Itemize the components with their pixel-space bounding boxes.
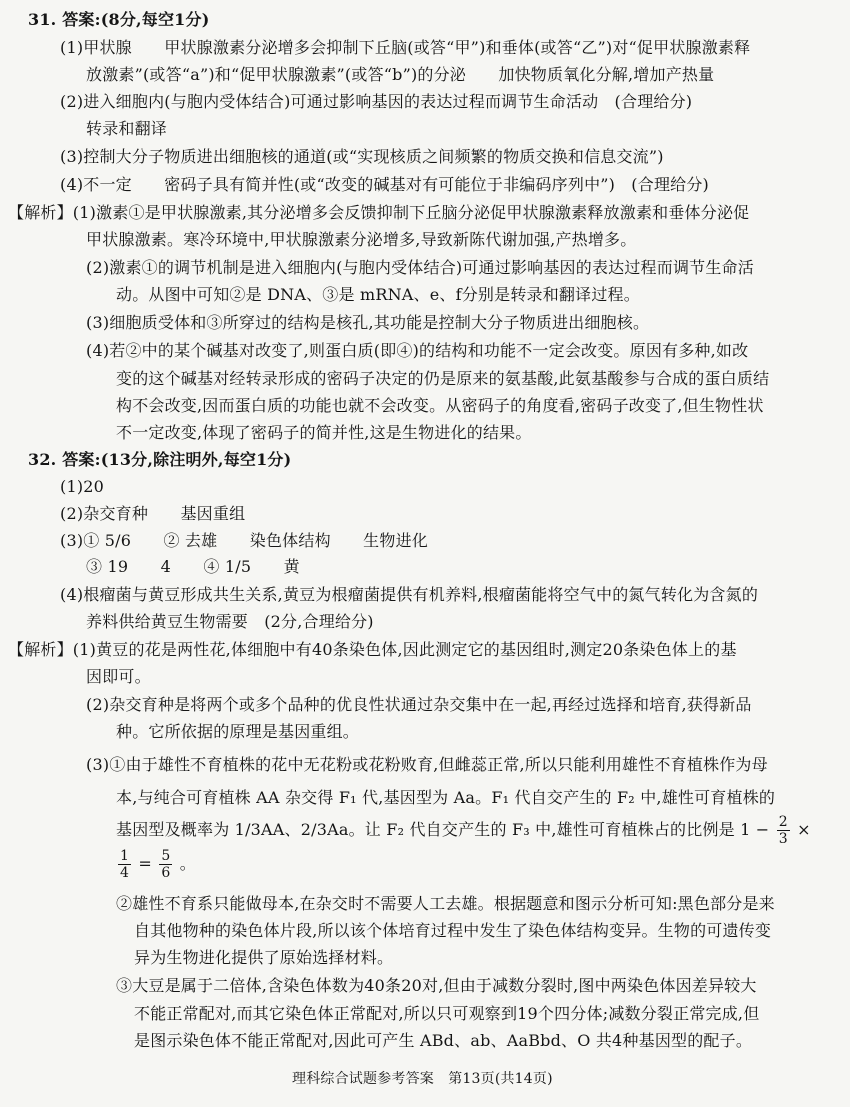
q32-analysis-3-2-line: 自其他物种的染色体片段,所以该个体培育过程中发生了染色体结构变异。生物的可遗传变 [134,921,772,940]
fraction-2-3 [777,814,790,847]
q32-analysis-3-line3 [116,814,811,847]
fraction-denominator: 3 [778,831,788,847]
q31-analysis-line: 变的这个碱基对经转录形成的密码子决定的仍是原来的氨基酸,此氨基酸参与合成的蛋白质结 [116,369,770,388]
fraction-numerator: 2 [778,814,788,830]
fraction-numerator: 1 [120,848,130,864]
q32-analysis-3-equation [116,848,196,881]
q31-answer-1-line2: 放激素”(或答“a”)和“促甲状腺激素”(或答“b”)的分泌 加快物质氧化分解,增加产热量 [86,65,715,84]
q31-analysis-line: (4)若②中的某个碱基对改变了,则蛋白质(即④)的结构和功能不一定会改变。原因有多种,如改 [86,341,749,360]
fraction-5-6 [159,848,172,881]
fraction-denominator: 4 [120,865,130,881]
q31-analysis-line: (2)激素①的调节机制是进入细胞内(与胞内受体结合)可通过影响基因的表达过程而调节生命活 [86,258,754,277]
q32-analysis-3-3-line: 是图示染色体不能正常配对,因此可产生 ABd、ab、AaBbd、O 共4种基因型的配子。 [134,1031,753,1050]
q32-answer-1: (1)20 [60,477,105,496]
q32-answer-4-line2: 养料供给黄豆生物需要 (2分,合理给分) [86,612,374,631]
q31-answer-3: (3)控制大分子物质进出细胞核的通道(或“实现核质之间频繁的物质交换和信息交流”) [60,147,664,166]
period-mark: 。 [179,854,196,873]
q32-analysis-2-line1: (2)杂交育种是将两个或多个品种的优良性状通过杂交集中在一起,再经过选择和培育,获得新品 [86,695,752,714]
q32-analysis-3-line2: 本,与纯合可育植株 AA 杂交得 F₁ 代,基因型为 Aa。F₁ 代自交产生的 F₂ 中,雄性可育植株的 [116,788,776,807]
q31-analysis-line: 构不会改变,因而蛋白质的功能也就不会改变。从密码子的角度看,密码子改变了,但生物性状 [116,396,764,415]
q32-analysis-3-3-line: ③大豆是属于二倍体,含染色体数为40条20对,但由于减数分裂时,图中两染色体因差异较大 [116,976,757,995]
q31-analysis-line: 不一定改变,体现了密码子的简并性,这是生物进化的结果。 [116,423,532,442]
q32-analysis-3-2-line: 异为生物进化提供了原始选择材料。 [134,948,394,967]
q32-analysis-3-line1: (3)①由于雄性不育植株的花中无花粉或花粉败育,但雌蕊正常,所以只能利用雄性不育植株作为母 [86,755,768,774]
q32-answer-3-line1: (3)① 5/6 ② 去雄 染色体结构 生物进化 [60,531,428,550]
q32-analysis-1-line2: 因即可。 [86,667,151,686]
fraction-numerator: 5 [161,848,171,864]
q32-analysis-3-3-line: 不能正常配对,而其它染色体正常配对,所以只可观察到19个四分体;减数分裂正常完成,但 [134,1004,760,1023]
q31-header: 31. 答案:(8分,每空1分) [28,10,210,29]
q32-answer-3-line2: ③ 19 4 ④ 1/5 黄 [86,557,300,576]
q31-answer-2-line2: 转录和翻译 [86,119,168,138]
q32-analysis-3-2-line: ②雄性不育系只能做母本,在杂交时不需要人工去雄。根据题意和图示分析可知:黑色部分是来 [116,894,775,913]
q31-answer-1-line1: (1)甲状腺 甲状腺激素分泌增多会抑制下丘脑(或答“甲”)和垂体(或答“乙”)对“促甲状腺激素释 [60,38,751,57]
q31-analysis-line: 甲状腺激素。寒冷环境中,甲状腺激素分泌增多,导致新陈代谢加强,产热增多。 [86,230,637,249]
q31-analysis-line: 【解析】(1)激素①是甲状腺激素,其分泌增多会反馈抑制下丘脑分泌促甲状腺激素释放激素和垂体分泌促 [8,203,750,222]
q31-analysis-line: (3)细胞质受体和③所穿过的结构是核孔,其功能是控制大分子物质进出细胞核。 [86,313,650,332]
q31-analysis-line: 动。从图中可知②是 DNA、③是 mRNA、e、f分别是转录和翻译过程。 [116,285,640,304]
q32-analysis-1-line1: 【解析】(1)黄豆的花是两性花,体细胞中有40条染色体,因此测定它的基因组时,测定20条染色体上的基 [8,640,737,659]
q32-analysis-2-line2: 种。它所依据的原理是基因重组。 [116,722,360,741]
times-sign: × [797,820,811,839]
q32-header: 32. 答案:(13分,除注明外,每空1分) [28,450,292,469]
fraction-1-4 [118,848,131,881]
q31-answer-2-line1: (2)进入细胞内(与胞内受体结合)可通过影响基因的表达过程而调节生命活动 (合理给分) [60,92,693,111]
q32-answer-4-line1: (4)根瘤菌与黄豆形成共生关系,黄豆为根瘤菌提供有机养料,根瘤菌能将空气中的氮气转化为含氮的 [60,585,759,604]
equals-sign: = [138,854,153,873]
fraction-denominator: 6 [161,865,171,881]
q32-answer-2: (2)杂交育种 基因重组 [60,504,246,523]
q31-answer-4: (4)不一定 密码子具有简并性(或“改变的碱基对有可能位于非编码序列中”) (合理给分) [60,175,709,194]
q32-analysis-3-line3-text: 基因型及概率为 1/3AA、2/3Aa。让 F₂ 代自交产生的 F₃ 中,雄性可育植株占的比例是 1 − [116,820,770,839]
page-footer: 理科综合试题参考答案 第13页(共14页) [292,1071,553,1087]
